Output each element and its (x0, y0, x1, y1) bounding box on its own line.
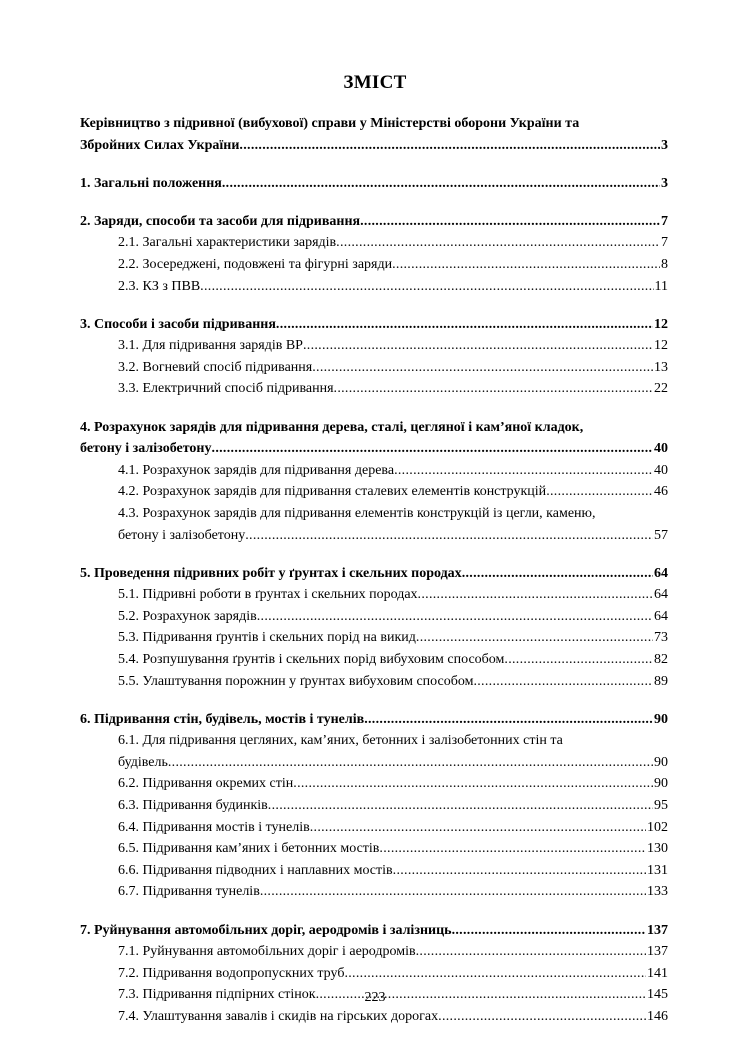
toc-subsection-line (80, 503, 668, 525)
dot-leader (364, 709, 653, 731)
dot-leader (416, 627, 653, 649)
dot-leader (504, 649, 653, 671)
toc-subsection-page-number: 146 (647, 1008, 668, 1024)
toc-subsection-page-number: 12 (654, 338, 668, 354)
toc-subsection-line (80, 254, 668, 276)
toc-subsection-text: 7.4. Улаштування завалів і скидів на гірських дорогах (118, 1008, 439, 1024)
toc-subsection-line (80, 730, 668, 752)
toc-section-text: 2. Заряди, способи та засоби для підривання (80, 213, 361, 229)
toc-subsection-text: 3.1. Для підривання зарядів ВР (118, 338, 303, 354)
toc-subsection-row[interactable] (118, 773, 668, 795)
toc-subsection-page-number: 73 (654, 630, 668, 646)
toc-subsection-row[interactable] (118, 460, 668, 482)
toc-subsection-row[interactable] (118, 606, 668, 628)
toc-subsection-text: 4.2. Розрахунок зарядів для підривання сталевих елементів конструкцій (118, 484, 547, 500)
dot-leader (360, 211, 660, 233)
toc-section-line (80, 314, 668, 336)
dot-leader (438, 1006, 646, 1028)
dot-leader (293, 773, 653, 795)
dot-leader (452, 920, 646, 942)
toc-subsection-text: 6.3. Підривання будинків (118, 798, 268, 814)
toc-section-line (80, 173, 668, 195)
dot-leader (245, 525, 653, 547)
toc-subsection-row[interactable] (118, 671, 668, 693)
section-gap (80, 400, 668, 417)
toc-subsection-text: будівель (118, 754, 168, 770)
dot-leader (462, 563, 653, 585)
toc-section-row[interactable] (80, 920, 668, 942)
dot-leader (268, 795, 653, 817)
toc-subsection-page-number: 40 (654, 462, 668, 478)
dot-leader (392, 254, 660, 276)
dot-leader (546, 481, 653, 503)
toc-subsection-line (80, 773, 668, 795)
toc-subsection-line (80, 378, 668, 400)
dot-leader (222, 173, 660, 195)
toc-subsection-page-number: 90 (654, 754, 668, 770)
section-gap (80, 297, 668, 314)
toc-subsection-row[interactable] (118, 963, 668, 985)
toc-subsection-page-number: 90 (654, 776, 668, 792)
toc-section-row[interactable] (80, 211, 668, 233)
toc-subsection-row[interactable] (118, 941, 668, 963)
toc-section-row[interactable] (80, 135, 668, 157)
toc-section-line (80, 563, 668, 585)
toc-subsection-line (80, 606, 668, 628)
dot-leader (344, 963, 646, 985)
dot-leader (168, 752, 653, 774)
toc-subsection-line (80, 627, 668, 649)
toc-section-row[interactable] (80, 438, 668, 460)
toc-section-page-number: 12 (654, 316, 668, 332)
toc-subsection-line (80, 481, 668, 503)
toc-subsection-line (80, 1006, 668, 1028)
toc-subsection-text: 4.1. Розрахунок зарядів для підривання дерева (118, 462, 395, 478)
dot-leader (416, 941, 646, 963)
toc-section-page-number: 137 (647, 922, 668, 938)
toc-subsection-text: 5.4. Розпушування ґрунтів і скельних порід вибуховим способом (118, 651, 505, 667)
toc-subsection-page-number: 102 (647, 819, 668, 835)
toc-subsection-page-number: 57 (654, 527, 668, 543)
toc-subsection-line (80, 276, 668, 298)
toc-subsection-page-number: 64 (654, 608, 668, 624)
section-gap (80, 692, 668, 709)
toc-subsection-row[interactable] (118, 232, 668, 254)
toc-subsection-row[interactable] (118, 627, 668, 649)
toc-subsection-row[interactable] (118, 649, 668, 671)
toc-subsection-text: 3.2. Вогневий спосіб підривання (118, 359, 313, 375)
dot-leader (312, 357, 653, 379)
toc-subsection-text: 6.7. Підривання тунелів (118, 884, 260, 900)
toc-subsection-text: 3.3. Електричний спосіб підривання (118, 381, 334, 397)
toc-section-page-number: 3 (661, 175, 668, 191)
toc-subsection-page-number: 145 (647, 987, 668, 1003)
toc-subsection-line (80, 335, 668, 357)
toc-section-text: 6. Підривання стін, будівель, мостів і тунелів (80, 711, 365, 727)
toc-subsection-page-number: 22 (654, 381, 668, 397)
toc-subsection-text: 5.2. Розрахунок зарядів (118, 608, 257, 624)
toc-subsection-line (80, 963, 668, 985)
toc-subsection-text: 5.5. Улаштування порожнин у ґрунтах вибуховим способом (118, 673, 474, 689)
toc-subsection-row[interactable] (118, 881, 668, 903)
toc-subsection-line (80, 584, 668, 606)
toc-section-line (80, 113, 668, 135)
toc-subsection-row[interactable] (118, 357, 668, 379)
toc-section-line (80, 709, 668, 731)
dot-leader (212, 438, 653, 460)
toc-subsection-row[interactable] (118, 838, 668, 860)
toc-section-line (80, 920, 668, 942)
toc-subsection-page-number: 131 (647, 862, 668, 878)
page-number: 223 (364, 990, 386, 1005)
toc-subsection-line (80, 817, 668, 839)
section-gap (80, 156, 668, 173)
toc-subsection-page-number: 130 (647, 841, 668, 857)
toc-section-row[interactable] (80, 173, 668, 195)
toc-subsection-row[interactable] (118, 817, 668, 839)
toc-subsection-line (80, 460, 668, 482)
toc-subsection-text: 6.2. Підривання окремих стін (118, 776, 294, 792)
toc-subsection-text: бетону і залізобетону (118, 527, 246, 543)
toc-subsection-page-number: 64 (654, 587, 668, 603)
toc-section-page-number: 3 (661, 137, 668, 153)
toc-subsection-line (80, 649, 668, 671)
toc-subsection-page-number: 46 (654, 484, 668, 500)
toc-subsection-row[interactable] (118, 276, 668, 298)
toc-section-page-number: 90 (654, 711, 668, 727)
dot-leader (336, 232, 660, 254)
toc-subsection-text: 4.3. Розрахунок зарядів для підривання елементів конструкцій із цегли, каменю, (118, 505, 596, 521)
toc-subsection-page-number: 95 (654, 798, 668, 814)
toc-subsection-page-number: 82 (654, 651, 668, 667)
section-gap (80, 194, 668, 211)
toc-subsection-row[interactable] (118, 525, 668, 547)
toc-subsection-text: 7.1. Руйнування автомобільних доріг і аеродромів (118, 944, 416, 960)
toc-section-page-number: 7 (661, 213, 668, 229)
dot-leader (276, 314, 653, 336)
toc-subsection-line (80, 860, 668, 882)
toc-section-text: 5. Проведення підривних робіт у ґрунтах і скельних породах (80, 565, 462, 581)
section-gap (80, 546, 668, 563)
dot-leader (310, 817, 646, 839)
toc-subsection-text: 2.1. Загальні характеристики зарядів (118, 235, 337, 251)
toc-subsection-text: 5.3. Підривання ґрунтів і скельних порід на викид (118, 630, 416, 646)
toc-subsection-row[interactable] (118, 1006, 668, 1028)
toc-subsection-page-number: 89 (654, 673, 668, 689)
toc-section-row[interactable] (80, 314, 668, 336)
dot-leader (303, 335, 653, 357)
toc-subsection-text: 2.3. КЗ з ПВВ (118, 278, 201, 294)
toc-section-line (80, 211, 668, 233)
toc-subsection-row[interactable] (118, 335, 668, 357)
toc-subsection-text: 6.6. Підривання підводних і наплавних мостів (118, 862, 393, 878)
toc-subsection-page-number: 137 (647, 944, 668, 960)
toc-subsection-line (80, 795, 668, 817)
toc-section-text: Збройних Силах України (80, 137, 240, 153)
toc-subsection-row[interactable] (118, 795, 668, 817)
toc-subsection-line (80, 671, 668, 693)
toc-subsection-row[interactable] (118, 481, 668, 503)
toc-section-text: 3. Способи і засоби підривання (80, 316, 276, 332)
toc-subsection-line (80, 752, 668, 774)
toc-subsection-line (80, 941, 668, 963)
toc-section-row[interactable] (80, 563, 668, 585)
toc-subsection-page-number: 13 (654, 359, 668, 375)
dot-leader (257, 606, 653, 628)
toc-subsection-text: 7.2. Підривання водопропускних труб (118, 965, 345, 981)
toc-subsection-text: 2.2. Зосереджені, подовжені та фігурні заряди (118, 256, 393, 272)
toc-subsection-line (80, 881, 668, 903)
dot-leader (260, 881, 646, 903)
toc-subsection-page-number: 7 (661, 235, 668, 251)
toc-section-row[interactable] (80, 709, 668, 731)
toc-section-page-number: 64 (654, 565, 668, 581)
toc-subsection-line (80, 232, 668, 254)
toc-subsection-page-number: 8 (661, 256, 668, 272)
dot-leader (334, 378, 653, 400)
dot-leader (393, 860, 646, 882)
toc-section-text: 1. Загальні положення (80, 175, 222, 191)
dot-leader (418, 584, 653, 606)
dot-leader (379, 838, 646, 860)
toc-subsection-line (80, 525, 668, 547)
toc-section-text: бетону і залізобетону (80, 441, 212, 457)
dot-leader (200, 276, 653, 298)
table-of-contents (80, 113, 668, 1027)
page-title: ЗМІСТ (343, 72, 407, 93)
toc-subsection-row[interactable] (118, 752, 668, 774)
toc-subsection-row[interactable] (118, 254, 668, 276)
toc-subsection-row[interactable] (118, 584, 668, 606)
toc-subsection-text: 5.1. Підривні роботи в ґрунтах і скельних породах (118, 587, 418, 603)
toc-subsection-text: 7.3. Підривання підпірних стінок (118, 987, 316, 1003)
toc-section-text: Керівництво з підривної (вибухової) справи у Міністерстві оборони України та (80, 116, 580, 131)
toc-section-line (80, 135, 668, 157)
toc-subsection-row[interactable] (118, 378, 668, 400)
dot-leader (473, 671, 653, 693)
toc-section-line (80, 438, 668, 460)
toc-subsection-row[interactable] (118, 860, 668, 882)
section-gap (80, 903, 668, 920)
dot-leader (394, 460, 653, 482)
toc-subsection-line (80, 357, 668, 379)
dot-leader (239, 135, 660, 157)
toc-section-text: 4. Розрахунок зарядів для підривання дерева, сталі, цегляної і кам’яної кладок, (80, 419, 584, 435)
toc-section-text: 7. Руйнування автомобільних доріг, аеродромів і залізниць (80, 922, 452, 938)
toc-subsection-page-number: 133 (647, 884, 668, 900)
toc-section-line (80, 417, 668, 439)
toc-section-page-number: 40 (654, 441, 668, 457)
toc-subsection-text: 6.5. Підривання кам’яних і бетонних мостів (118, 841, 380, 857)
toc-subsection-line (80, 838, 668, 860)
toc-subsection-page-number: 11 (654, 278, 668, 294)
toc-subsection-text: 6.1. Для підривання цегляних, кам’яних, бетонних і залізобетонних стін та (118, 733, 563, 749)
toc-subsection-page-number: 141 (647, 965, 668, 981)
toc-subsection-text: 6.4. Підривання мостів і тунелів (118, 819, 310, 835)
